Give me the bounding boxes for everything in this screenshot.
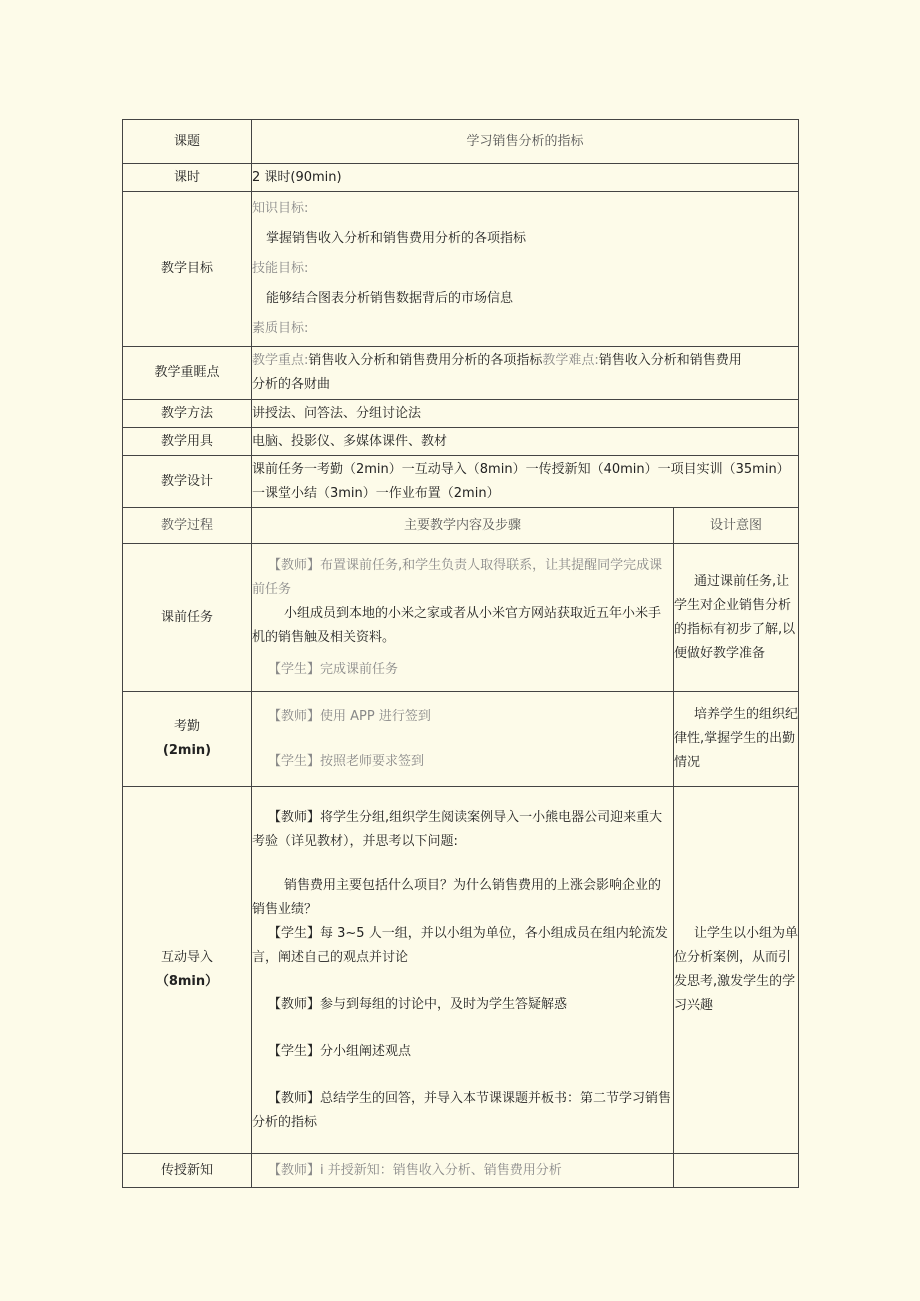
pretask-label: 课前任务: [123, 544, 252, 692]
row-intro: [123, 787, 799, 1154]
row-topic: [123, 120, 799, 164]
intro-p4: 【教师】参与到每组的讨论中，及时为学生答疑解惑: [268, 996, 568, 1012]
intro-time: （8min）: [155, 974, 219, 989]
keypoint: 销售收入分析和销售费用分析的各项指标: [308, 353, 543, 368]
row-design: [123, 456, 799, 508]
intro-p5: 【学生】分小组阐述观点: [268, 1043, 412, 1059]
row-process-header: [123, 508, 799, 544]
row-keypoints: [123, 347, 799, 400]
intro-content: [252, 787, 674, 1154]
goal-skill: 能够结合图表分析销售数据背后的市场信息: [266, 291, 514, 306]
goals-label: 教学目标: [123, 192, 252, 347]
row-newknow: [123, 1154, 799, 1188]
process-col3: 设计意图: [674, 508, 799, 544]
attendance-student: 【学生】按照老师要求签到: [268, 753, 425, 769]
tools-value: 电脑、投影仪、多媒体课件、教材: [252, 428, 799, 456]
process-col2: 主要教学内容及步骤: [252, 508, 674, 544]
pretask-intent: 通过课前任务,让学生对企业销售分析的指标有初步了解,以便做好教学准备: [674, 544, 799, 692]
difficulty: 销售收入分析和销售费用: [598, 353, 742, 368]
attendance-time: (2min): [162, 743, 212, 758]
intro-p1: 【教师】将学生分组,组织学生阅读案例导入一小熊电器公司迎来重大考验（详见教材），并思考以下问题:: [252, 809, 663, 849]
goal-knowledge-label: 知识目标:: [252, 201, 309, 216]
lesson-plan-table: [122, 119, 799, 1188]
attendance-content: [252, 692, 674, 787]
topic-label: 课题: [123, 120, 252, 164]
goal-skill-label: 技能目标:: [252, 261, 309, 276]
pretask-content: [252, 544, 674, 692]
difficulty-label: 教学难点:: [542, 353, 599, 368]
goals-cell: [252, 192, 799, 347]
row-goals: [123, 192, 799, 347]
attendance-label-cell: [123, 692, 252, 787]
newknow-label: 传授新知: [123, 1154, 252, 1188]
newknow-intent: [674, 1154, 799, 1188]
row-hours: [123, 164, 799, 192]
keypoints-cell: [252, 347, 799, 400]
intro-p6: 【教师】总结学生的回答，并导入本节课课题并板书：第二节学习销售分析的指标: [252, 1090, 672, 1130]
intro-label: 互动导入: [160, 950, 213, 965]
method-label: 教学方法: [123, 400, 252, 428]
pretask-teacher: 【教师】布置课前任务,和学生负责人取得联系，让其提醒同学完成课前任务: [252, 557, 663, 597]
pretask-text: 小组成员到本地的小米之家或者从小米官方网站获取近五年小米手机的销售触及相关资料。: [252, 605, 662, 645]
difficulty-cont: 分析的各财曲: [252, 377, 331, 392]
page-title: 学习销售分析的指标: [252, 120, 799, 164]
intro-intent: 让学生以小组为单位分析案例，从而引发思考,激发学生的学习兴趣: [674, 787, 799, 1154]
goal-quality-label: 素质目标:: [252, 321, 309, 336]
keypoints-label: 教学重睚点: [123, 347, 252, 400]
hours-label: 课时: [123, 164, 252, 192]
row-tools: [123, 428, 799, 456]
intro-p2: 销售费用主要包括什么项目？为什么销售费用的上涨会影响企业的销售业绩？: [252, 877, 662, 917]
row-method: [123, 400, 799, 428]
hours-value: 2 课时(90min): [252, 164, 799, 192]
design-label: 教学设计: [123, 456, 252, 508]
method-value: 讲授法、问答法、分组讨论法: [252, 400, 799, 428]
row-pretask: [123, 544, 799, 692]
design-value: 课前任务一考勤（2min）一互动导入（8min）一传授新知（40min）一项目实训（35min）一课堂小结（3min）一作业布置（2min）: [252, 456, 799, 508]
pretask-student: 【学生】完成课前任务: [268, 661, 399, 677]
tools-label: 教学用具: [123, 428, 252, 456]
process-col1: 教学过程: [123, 508, 252, 544]
goal-knowledge: 掌握销售收入分析和销售费用分析的各项指标: [266, 231, 527, 246]
newknow-teacher: 【教师】i 并授新知：销售收入分析、销售费用分析: [252, 1154, 674, 1188]
intro-label-cell: [123, 787, 252, 1154]
row-attendance: [123, 692, 799, 787]
keypoint-label: 教学重点:: [252, 353, 309, 368]
attendance-intent: 培养学生的组织纪律性,掌握学生的出勤情况: [674, 692, 799, 787]
attendance-label: 考勤: [173, 719, 200, 734]
attendance-teacher: 【教师】使用 APP 进行签到: [268, 708, 431, 724]
intro-p3: 【学生】每 3~5 人一组，并以小组为单位，各小组成员在组内轮流发言，阐述自己的观点并讨论: [252, 925, 668, 965]
